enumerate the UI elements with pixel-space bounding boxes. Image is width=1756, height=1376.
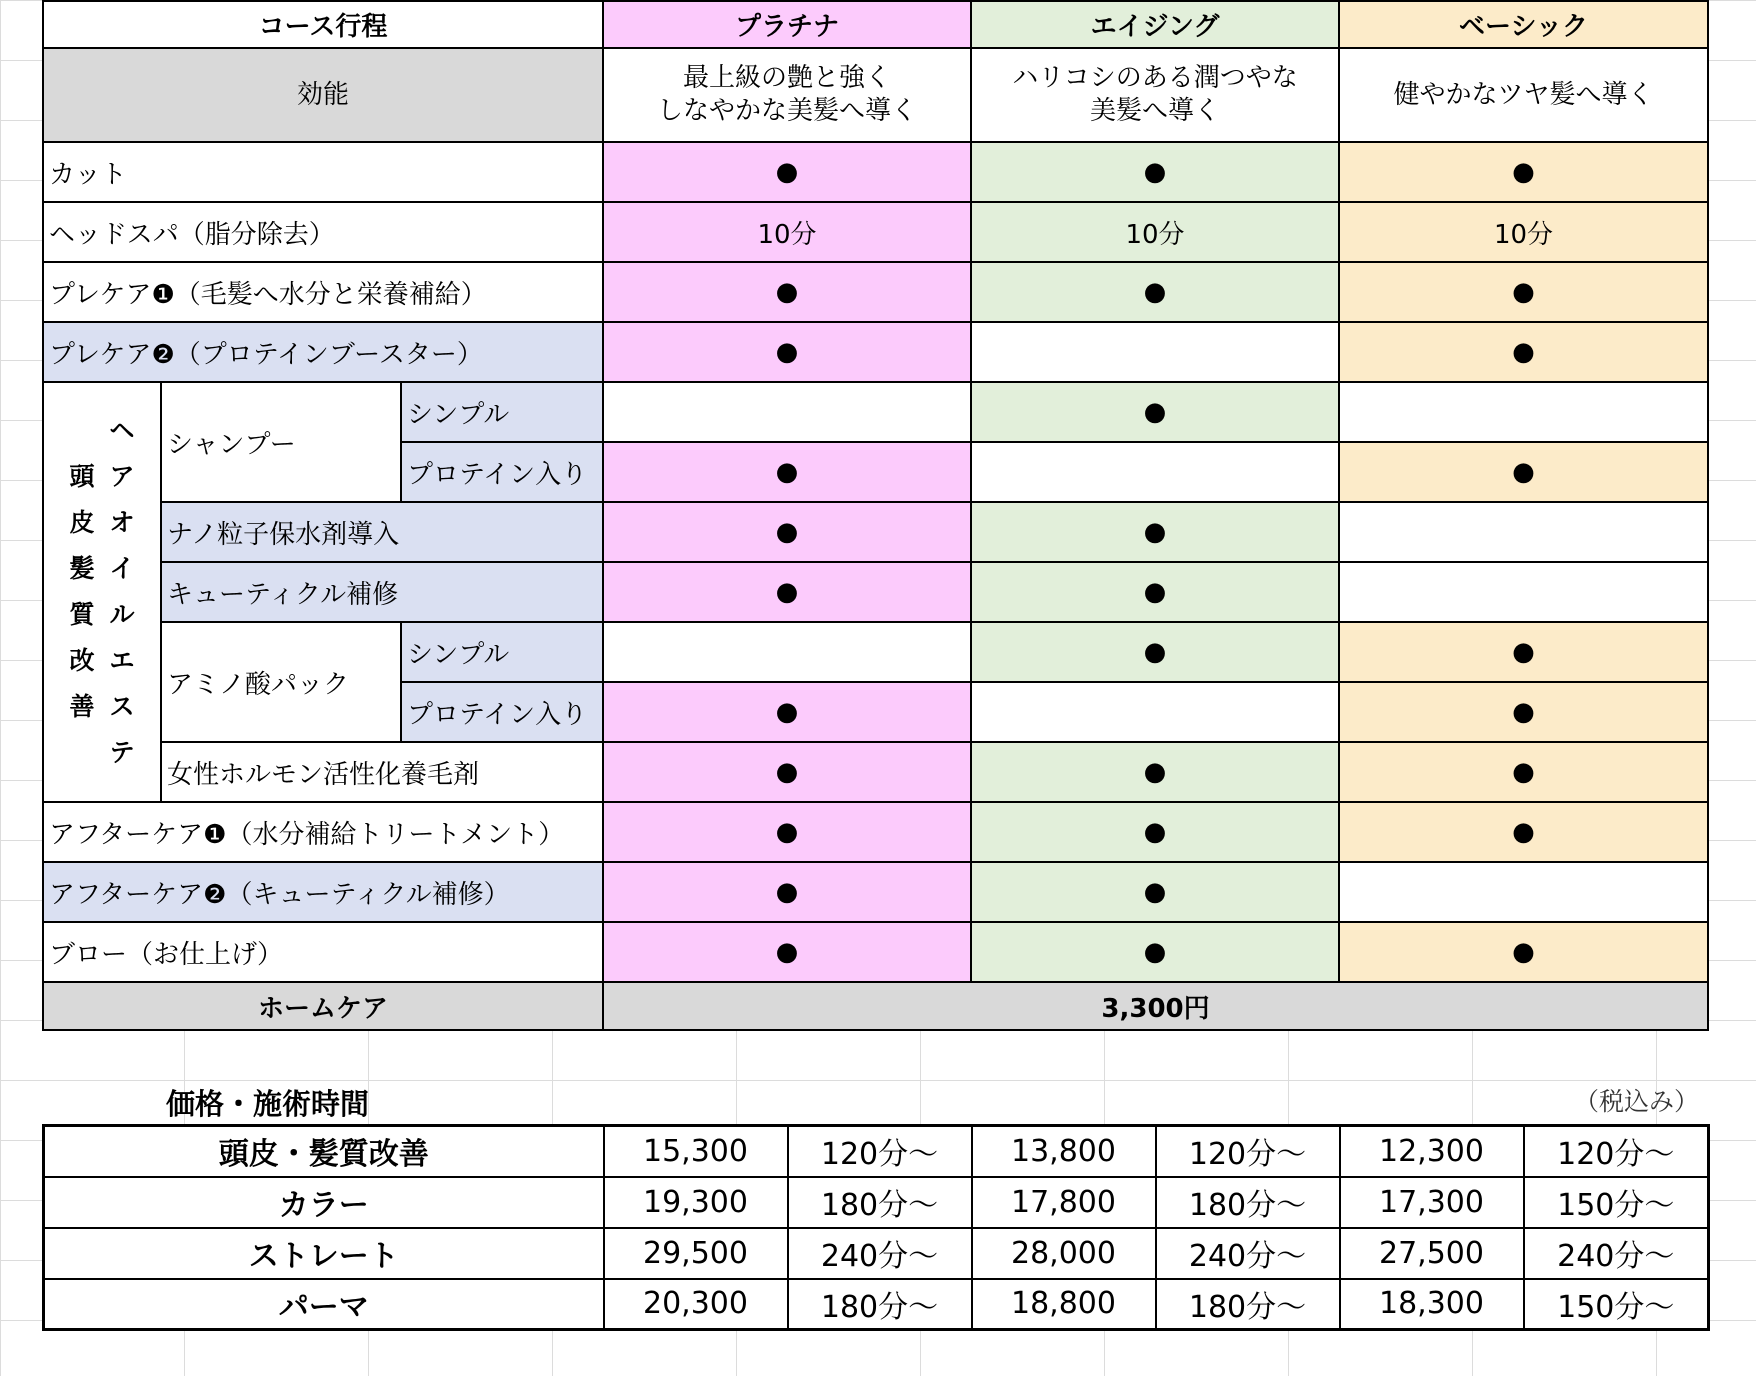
cell-basic: ●: [1339, 262, 1708, 322]
vchar: 善: [69, 692, 95, 721]
price-aging: 17,800: [972, 1177, 1156, 1228]
menu-name: カラー: [44, 1177, 604, 1228]
vchar: ヘ: [109, 416, 135, 445]
vchar: ア: [109, 462, 135, 491]
effect-aging: [971, 48, 1339, 142]
cell-aging: [971, 322, 1339, 382]
time-platinum: 240分～: [788, 1228, 972, 1279]
price-platinum: 15,300: [604, 1126, 788, 1177]
price-row: [44, 1177, 1709, 1228]
row-label: カット: [43, 142, 603, 202]
cell-basic: [1339, 502, 1708, 562]
vchar: 改: [69, 646, 95, 675]
row-headspa: [43, 202, 1708, 262]
time-platinum: 120分～: [788, 1126, 972, 1177]
group-label: [43, 382, 161, 802]
cell-aging: ●: [971, 562, 1339, 622]
header-row: [43, 1, 1708, 48]
row-aftercare2: [43, 862, 1708, 922]
cell-platinum: [603, 382, 971, 442]
cell-platinum: ●: [603, 802, 971, 862]
cell-aging: ●: [971, 802, 1339, 862]
row-label: ブロー（お仕上げ）: [43, 922, 603, 982]
effect-line: ハリコシのある潤つやな: [1012, 63, 1298, 93]
cell-platinum: ●: [603, 562, 971, 622]
header-label: コース行程: [43, 1, 603, 48]
cell-aging: ●: [971, 382, 1339, 442]
cell-aging: [971, 442, 1339, 502]
cell-platinum: ●: [603, 862, 971, 922]
row-shampoo-simple: [43, 382, 1708, 442]
row-label: キューティクル補修: [161, 562, 603, 622]
cell-basic: ●: [1339, 442, 1708, 502]
vchar: 髪: [69, 554, 95, 583]
row-label: プロテイン入り: [401, 682, 603, 742]
vchar: オ: [109, 508, 135, 537]
effect-platinum: [603, 48, 971, 142]
price-basic: 17,300: [1340, 1177, 1524, 1228]
price-row: [44, 1126, 1709, 1177]
cell-basic: ●: [1339, 622, 1708, 682]
row-aftercare1: [43, 802, 1708, 862]
cell-basic: ●: [1339, 682, 1708, 742]
cell-aging: ●: [971, 742, 1339, 802]
vchar: エ: [109, 646, 135, 675]
effect-line: しなやかな美髪へ導く: [657, 96, 918, 126]
menu-name: パーマ: [44, 1279, 604, 1330]
row-label: プレケア❷（プロテインブースター）: [43, 322, 603, 382]
time-basic: 150分～: [1524, 1279, 1709, 1330]
row-label: アフターケア❷（キューティクル補修）: [43, 862, 603, 922]
vchar: ス: [109, 692, 135, 721]
home-care-label: ホームケア: [43, 982, 603, 1030]
cell-aging: ●: [971, 922, 1339, 982]
cell-basic: [1339, 382, 1708, 442]
row-label: プレケア❶（毛髪へ水分と栄養補給）: [43, 262, 603, 322]
cell-platinum: ●: [603, 682, 971, 742]
cell-aging: ●: [971, 502, 1339, 562]
vchar: テ: [109, 738, 135, 767]
cell-aging: 10分: [971, 202, 1339, 262]
price-row: [44, 1279, 1709, 1330]
row-label: シンプル: [401, 622, 603, 682]
price-aging: 28,000: [972, 1228, 1156, 1279]
group-oil-label: [102, 408, 142, 776]
cell-platinum: ●: [603, 502, 971, 562]
row-blow: [43, 922, 1708, 982]
vchar: 皮: [69, 508, 95, 537]
cell-aging: ●: [971, 862, 1339, 922]
cell-platinum: [603, 622, 971, 682]
cell-platinum: 10分: [603, 202, 971, 262]
vchar: ル: [109, 600, 135, 629]
time-aging: 120分～: [1156, 1126, 1340, 1177]
cell-basic: ●: [1339, 802, 1708, 862]
price-section-title: 価格・施術時間: [166, 1087, 370, 1121]
row-label: ナノ粒子保水剤導入: [161, 502, 603, 562]
price-row: [44, 1228, 1709, 1279]
row-label: 女性ホルモン活性化養毛剤: [161, 742, 603, 802]
cell-platinum: ●: [603, 262, 971, 322]
cell-platinum: ●: [603, 742, 971, 802]
time-aging: 240分～: [1156, 1228, 1340, 1279]
cell-basic: ●: [1339, 922, 1708, 982]
plan-basic: ベーシック: [1339, 1, 1708, 48]
menu-name: ストレート: [44, 1228, 604, 1279]
time-aging: 180分～: [1156, 1177, 1340, 1228]
cell-basic: 10分: [1339, 202, 1708, 262]
cell-platinum: ●: [603, 922, 971, 982]
row-nano: [43, 502, 1708, 562]
time-basic: 120分～: [1524, 1126, 1709, 1177]
price-basic: 12,300: [1340, 1126, 1524, 1177]
cell-platinum: ●: [603, 142, 971, 202]
effect-line: 健やかなツヤ髪へ導く: [1393, 79, 1654, 110]
cell-basic: ●: [1339, 742, 1708, 802]
price-platinum: 29,500: [604, 1228, 788, 1279]
cell-basic: [1339, 862, 1708, 922]
group-scalp-label: [62, 454, 102, 730]
price-basic: 27,500: [1340, 1228, 1524, 1279]
row-cut: [43, 142, 1708, 202]
menu-name: 頭皮・髪質改善: [44, 1126, 604, 1177]
cell-platinum: ●: [603, 442, 971, 502]
cell-basic: ●: [1339, 142, 1708, 202]
cell-aging: ●: [971, 622, 1339, 682]
time-basic: 150分～: [1524, 1177, 1709, 1228]
plan-platinum: プラチナ: [603, 1, 971, 48]
tax-note: （税込み）: [1574, 1087, 1700, 1116]
price-platinum: 20,300: [604, 1279, 788, 1330]
cell-aging: [971, 682, 1339, 742]
time-platinum: 180分～: [788, 1279, 972, 1330]
plan-aging: エイジング: [971, 1, 1339, 48]
effect-line: 美髪へ導く: [1090, 96, 1221, 126]
row-label: シンプル: [401, 382, 603, 442]
effect-row: [43, 48, 1708, 142]
cell-basic: ●: [1339, 322, 1708, 382]
row-label: ヘッドスパ（脂分除去）: [43, 202, 603, 262]
row-hormone: [43, 742, 1708, 802]
price-platinum: 19,300: [604, 1177, 788, 1228]
row-label: アフターケア❶（水分補給トリートメント）: [43, 802, 603, 862]
row-label: プロテイン入り: [401, 442, 603, 502]
vchar: 頭: [69, 462, 95, 491]
price-aging: 13,800: [972, 1126, 1156, 1177]
row-amino-simple: [43, 622, 1708, 682]
price-basic: 18,300: [1340, 1279, 1524, 1330]
cell-basic: [1339, 562, 1708, 622]
effect-label: 効能: [43, 48, 603, 142]
row-precare2: [43, 322, 1708, 382]
vchar: イ: [109, 554, 135, 583]
price-table: [42, 1124, 1710, 1331]
amino-label: アミノ酸パック: [161, 622, 401, 742]
cell-aging: ●: [971, 142, 1339, 202]
shampoo-label: シャンプー: [161, 382, 401, 502]
price-aging: 18,800: [972, 1279, 1156, 1330]
cell-aging: ●: [971, 262, 1339, 322]
time-platinum: 180分～: [788, 1177, 972, 1228]
home-care-price: 3,300円: [603, 982, 1708, 1030]
time-basic: 240分～: [1524, 1228, 1709, 1279]
cell-platinum: ●: [603, 322, 971, 382]
course-table: [42, 0, 1709, 1031]
row-home-care: [43, 982, 1708, 1030]
effect-line: 最上級の艶と強く: [683, 63, 892, 93]
vchar: 質: [69, 600, 95, 629]
row-cuticle: [43, 562, 1708, 622]
row-precare1: [43, 262, 1708, 322]
effect-basic: [1339, 48, 1708, 142]
time-aging: 180分～: [1156, 1279, 1340, 1330]
